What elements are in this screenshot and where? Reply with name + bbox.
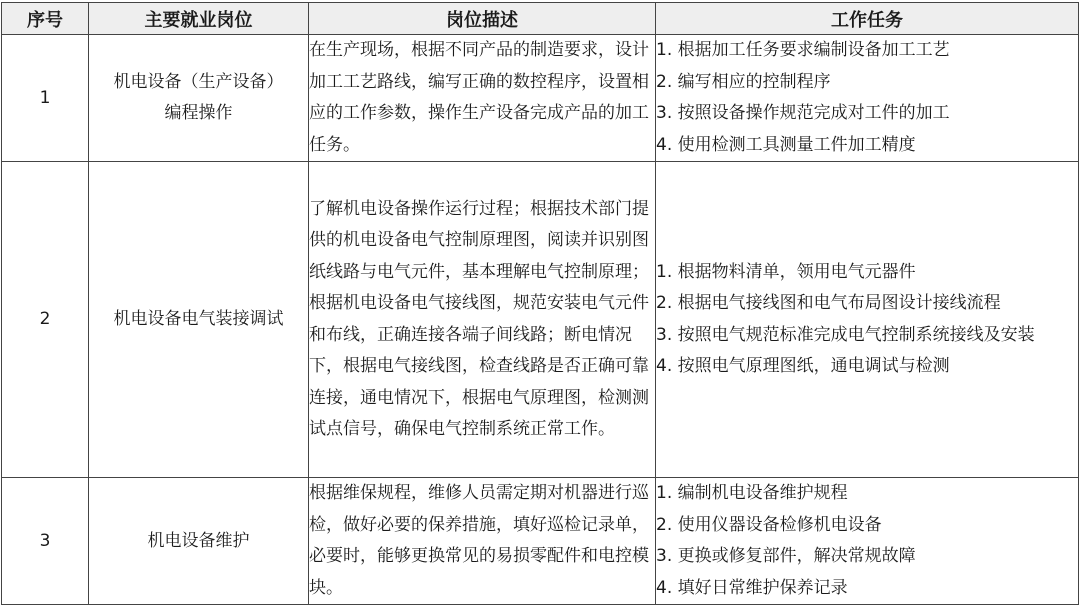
task-item: 2. 根据电气接线图和电气布局图设计接线流程 [656, 293, 1001, 313]
row-post: 机电设备维护 [147, 530, 250, 551]
task-item: 3. 按照设备操作规范完成对工件的加工 [656, 103, 950, 123]
row-index: 2 [2, 162, 89, 478]
table-row [2, 162, 1079, 478]
task-item: 3. 按照电气规范标准完成电气控制系统接线及安装 [656, 324, 1035, 345]
header-tasks: 工作任务 [656, 3, 1079, 35]
task-item: 4. 填好日常维护保养记录 [656, 577, 848, 598]
row-tasks [656, 35, 1079, 162]
header-post: 主要就业岗位 [89, 3, 309, 35]
row-post-cell [89, 162, 309, 478]
task-item: 3. 更换或修复部件，解决常规故障 [656, 546, 916, 566]
header-description: 岗位描述 [309, 3, 656, 35]
header-index: 序号 [2, 3, 89, 35]
row-description: 了解机电设备操作运行过程；根据技术部门提供的机电设备电气控制原理图，阅读并识别图纸线路与电气元件，基本理解电气控制原理；根据机电设备电气接线图，规范安装电气元件和布线，正确连接各端子间线路；断电情况下，根据电气接线图，检查线路是否正确可靠连接，通电情况下，根据电气原理图，检测测试点信号，确保电气控制系统正常工作。 [309, 162, 656, 478]
table-header-row [2, 3, 1079, 35]
row-post: 机电设备电气装接调试 [113, 309, 284, 329]
task-item: 2. 编写相应的控制程序 [656, 71, 831, 92]
row-index: 1 [2, 35, 89, 162]
row-post-cell [89, 35, 309, 162]
task-item: 1. 根据物料清单，领用电气元器件 [656, 261, 916, 282]
task-item: 1. 根据加工任务要求编制设备加工工艺 [656, 40, 950, 60]
row-post: 机电设备（生产设备）编程操作 [113, 72, 284, 123]
row-post-cell [89, 478, 309, 605]
table-row [2, 478, 1079, 605]
row-tasks [656, 478, 1079, 605]
task-item: 4. 按照电气原理图纸，通电调试与检测 [656, 356, 950, 376]
row-description: 根据维保规程，维修人员需定期对机器进行巡检，做好必要的保养措施，填好巡检记录单，必要时，能够更换常见的易损零配件和电控模块。 [309, 478, 656, 605]
row-index: 3 [2, 478, 89, 605]
row-description: 在生产现场，根据不同产品的制造要求，设计加工工艺路线，编写正确的数控程序，设置相应的工作参数，操作生产设备完成产品的加工任务。 [309, 35, 656, 162]
task-item: 1. 编制机电设备维护规程 [656, 483, 848, 503]
task-item: 4. 使用检测工具测量工件加工精度 [656, 134, 916, 155]
task-item: 2. 使用仪器设备检修机电设备 [656, 514, 882, 535]
row-tasks [656, 162, 1079, 478]
table-row [2, 35, 1079, 162]
job-positions-table [1, 2, 1079, 605]
